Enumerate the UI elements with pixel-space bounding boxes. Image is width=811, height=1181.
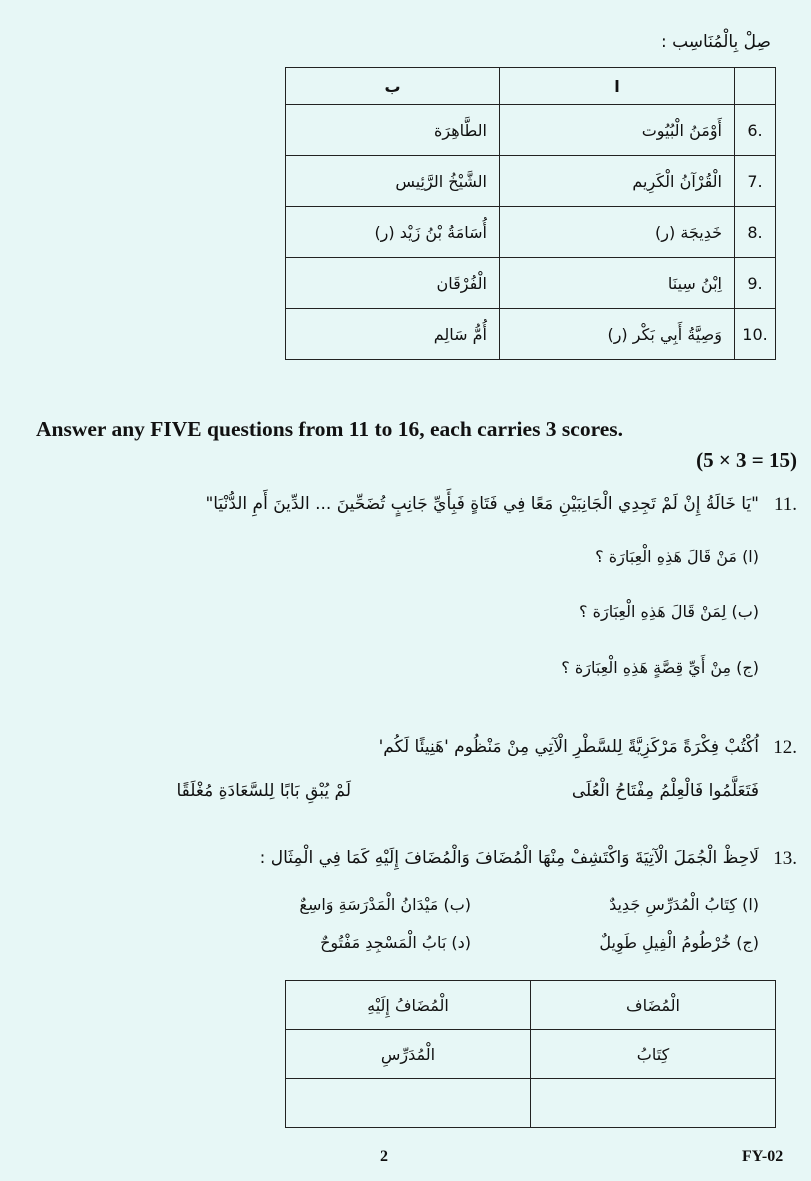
- column-b-cell: أُسَامَةُ بْنُ زَيْد (ر): [286, 207, 500, 258]
- header-number: [735, 68, 776, 105]
- mudaf-ilayh-header: الْمُضَافُ إِلَيْهِ: [286, 981, 531, 1030]
- column-a-cell: اِبْنُ سِينَا: [500, 258, 735, 309]
- column-b-cell: الشَّيْخُ الرَّئِيس: [286, 156, 500, 207]
- question-11-b: (ب) لِمَنْ قَالَ هَذِهِ الْعِبَارَة ؟: [579, 602, 759, 621]
- mudaf-header: الْمُضَاف: [531, 981, 776, 1030]
- question-13-number: 13.: [773, 848, 797, 869]
- question-12-verse-right: فَتَعَلَّمُوا فَالْعِلْمُ مِفْتَاحُ الْعُلَى: [571, 781, 759, 801]
- row-number: 10.: [735, 309, 776, 360]
- header-column-a: ا: [500, 68, 735, 105]
- question-13-text: لَاحِظْ الْجُمَلَ الْآتِيَةَ وَاكْتَشِفْ مِنْهَا الْمُضَافَ وَالْمُضَافَ إِلَيْهِ كَمَا فِي الْمِثَال :: [259, 848, 759, 868]
- row-number: 8.: [735, 207, 776, 258]
- matching-title: صِلْ بِالْمُنَاسِب :: [660, 32, 771, 52]
- page-number: 2: [380, 1148, 388, 1165]
- table-row: [286, 105, 776, 156]
- table-row: [286, 207, 776, 258]
- section-scores: (5 × 3 = 15): [696, 448, 797, 472]
- example-mudaf-cell: كِتَابُ: [531, 1030, 776, 1079]
- question-11-number: 11.: [773, 494, 797, 515]
- example-ilayh-cell: الْمُدَرِّسِ: [286, 1030, 531, 1079]
- column-a-cell: خَدِيجَة (ر): [500, 207, 735, 258]
- row-number: 9.: [735, 258, 776, 309]
- question-12-text: اُكْتُبْ فِكْرَةً مَرْكَزِيَّةً لِلسَّطْرِ الْآتِي مِنْ مَنْظُوم 'هَنِيئًا لَكُم': [378, 737, 759, 757]
- table-row: [286, 1030, 776, 1079]
- table-row: [286, 1079, 776, 1128]
- column-b-cell: الطَّاهِرَة: [286, 105, 500, 156]
- question-11-c: (ج) مِنْ أَيِّ قِصَّةٍ هَذِهِ الْعِبَارَة ؟: [561, 658, 759, 677]
- matching-table: [285, 67, 776, 360]
- answer-ilayh-cell[interactable]: [286, 1079, 531, 1128]
- table-row: [286, 258, 776, 309]
- header-column-b: ب: [286, 68, 500, 105]
- question-13-b: (ب) مَيْدَانُ الْمَدْرَسَةِ وَاسِعٌ: [299, 895, 471, 914]
- row-number: 7.: [735, 156, 776, 207]
- matching-header-row: [286, 68, 776, 105]
- question-13-d: (د) بَابُ الْمَسْجِدِ مَفْتُوحٌ: [320, 933, 471, 952]
- answer-mudaf-cell[interactable]: [531, 1079, 776, 1128]
- column-b-cell: أُمُّ سَالِم: [286, 309, 500, 360]
- column-b-cell: الْفُرْقَان: [286, 258, 500, 309]
- row-number: 6.: [735, 105, 776, 156]
- table-row: [286, 309, 776, 360]
- question-11-text: "يَا خَالَةُ إِنْ لَمْ تَجِدِي الْجَانِبَيْنِ مَعًا فِي فَتَاةٍ فَبِأَيِّ جَانِبٍ تُضَحِّينَ ... الدِّينَ أَمِ الدُّنْيَا": [205, 494, 759, 514]
- table-row: [286, 981, 776, 1030]
- paper-code: FY-02: [742, 1148, 784, 1165]
- column-a-cell: الْقُرْآنُ الْكَرِيم: [500, 156, 735, 207]
- idafa-table: [285, 980, 776, 1128]
- section-instruction: Answer any FIVE questions from 11 to 16, each carries 3 scores.: [36, 417, 624, 441]
- column-a-cell: أَوْمَنُ الْبُيُوت: [500, 105, 735, 156]
- question-13-c: (ج) خُرْطُومُ الْفِيلِ طَوِيلٌ: [599, 933, 759, 952]
- column-a-cell: وَصِيَّةُ أَبِي بَكْر (ر): [500, 309, 735, 360]
- table-row: [286, 156, 776, 207]
- question-12-number: 12.: [773, 737, 797, 758]
- question-12-verse-left: لَمْ يُبْقِ بَابًا لِلسَّعَادَةِ مُغْلَقًا: [176, 781, 351, 801]
- question-11-a: (ا) مَنْ قَالَ هَذِهِ الْعِبَارَة ؟: [595, 547, 759, 566]
- question-13-a: (ا) كِتَابُ الْمُدَرِّسِ جَدِيدٌ: [609, 895, 759, 914]
